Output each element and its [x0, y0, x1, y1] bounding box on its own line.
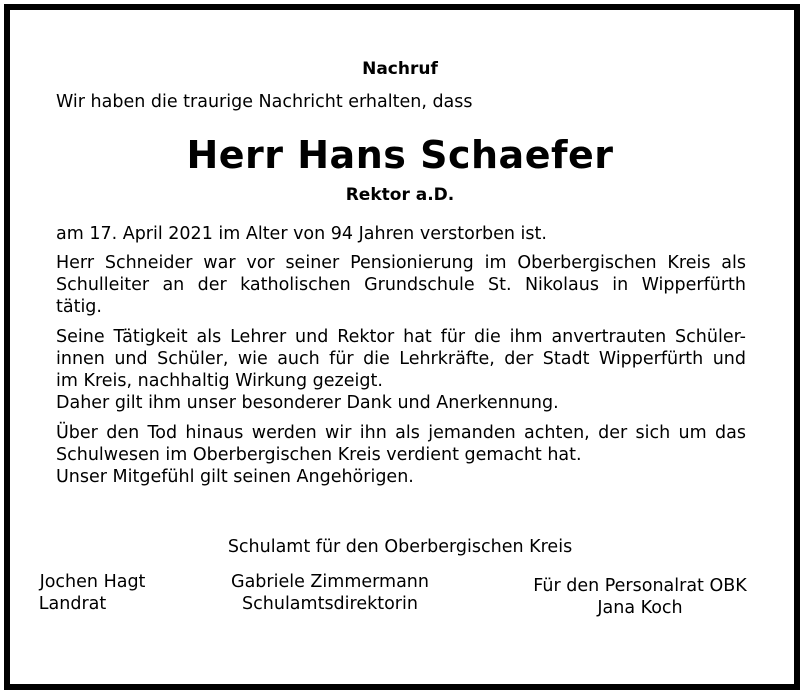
signer-title: Schulamtsdirektorin — [242, 594, 418, 614]
paragraph-career — [56, 252, 746, 318]
paragraph-line: Unser Mitgefühl gilt seinen Angehörigen. — [56, 467, 414, 487]
paragraph-line: innen und Schüler, wie auch für die Lehrkräfte, der Stadt Wipperfürth und — [56, 349, 746, 369]
paragraph-remembrance — [56, 422, 746, 488]
signer-landrat — [20, 571, 165, 615]
paragraph-line: Über den Tod hinaus werden wir ihn als jemanden achten, der sich um das — [56, 423, 746, 443]
signer-name: Für den Personalrat OBK — [533, 576, 747, 596]
signer-schulamt — [210, 571, 450, 615]
paragraph-line: tätig. — [56, 297, 102, 317]
paragraph-line: im Kreis, nachhaltig Wirkung gezeigt. — [56, 371, 383, 391]
paragraph-line: Schulwesen im Oberbergischen Kreis verdient gemacht hat. — [56, 445, 582, 465]
signer-name: Gabriele Zimmermann — [231, 572, 429, 592]
paragraph-impact — [56, 326, 746, 414]
paragraph-line: Herr Schneider war vor seiner Pensionierung im Oberbergischen Kreis als — [56, 253, 746, 273]
signer-title: Jana Koch — [597, 598, 683, 618]
intro-text: Wir haben die traurige Nachricht erhalten, dass — [56, 92, 473, 112]
paragraph-death-date — [56, 223, 746, 245]
organization-name: Schulamt für den Oberbergischen Kreis — [227, 537, 573, 557]
deceased-role: Rektor a.D. — [345, 185, 455, 205]
signer-title: Landrat — [38, 594, 107, 614]
deceased-name: Herr Hans Schaefer — [186, 133, 614, 177]
paragraph-line: Schulleiter an der katholischen Grundschule St. Nikolaus in Wipperfürth — [56, 275, 746, 295]
notice-title: Nachruf — [362, 59, 438, 79]
signer-personalrat — [510, 575, 770, 619]
paragraph-line: Seine Tätigkeit als Lehrer und Rektor hat für die ihm anvertrauten Schüler- — [56, 327, 746, 347]
paragraph-line: Daher gilt ihm unser besonderer Dank und Anerkennung. — [56, 393, 559, 413]
signer-name: Jochen Hagt — [39, 572, 146, 592]
paragraph-line: am 17. April 2021 im Alter von 94 Jahren verstorben ist. — [56, 224, 547, 244]
